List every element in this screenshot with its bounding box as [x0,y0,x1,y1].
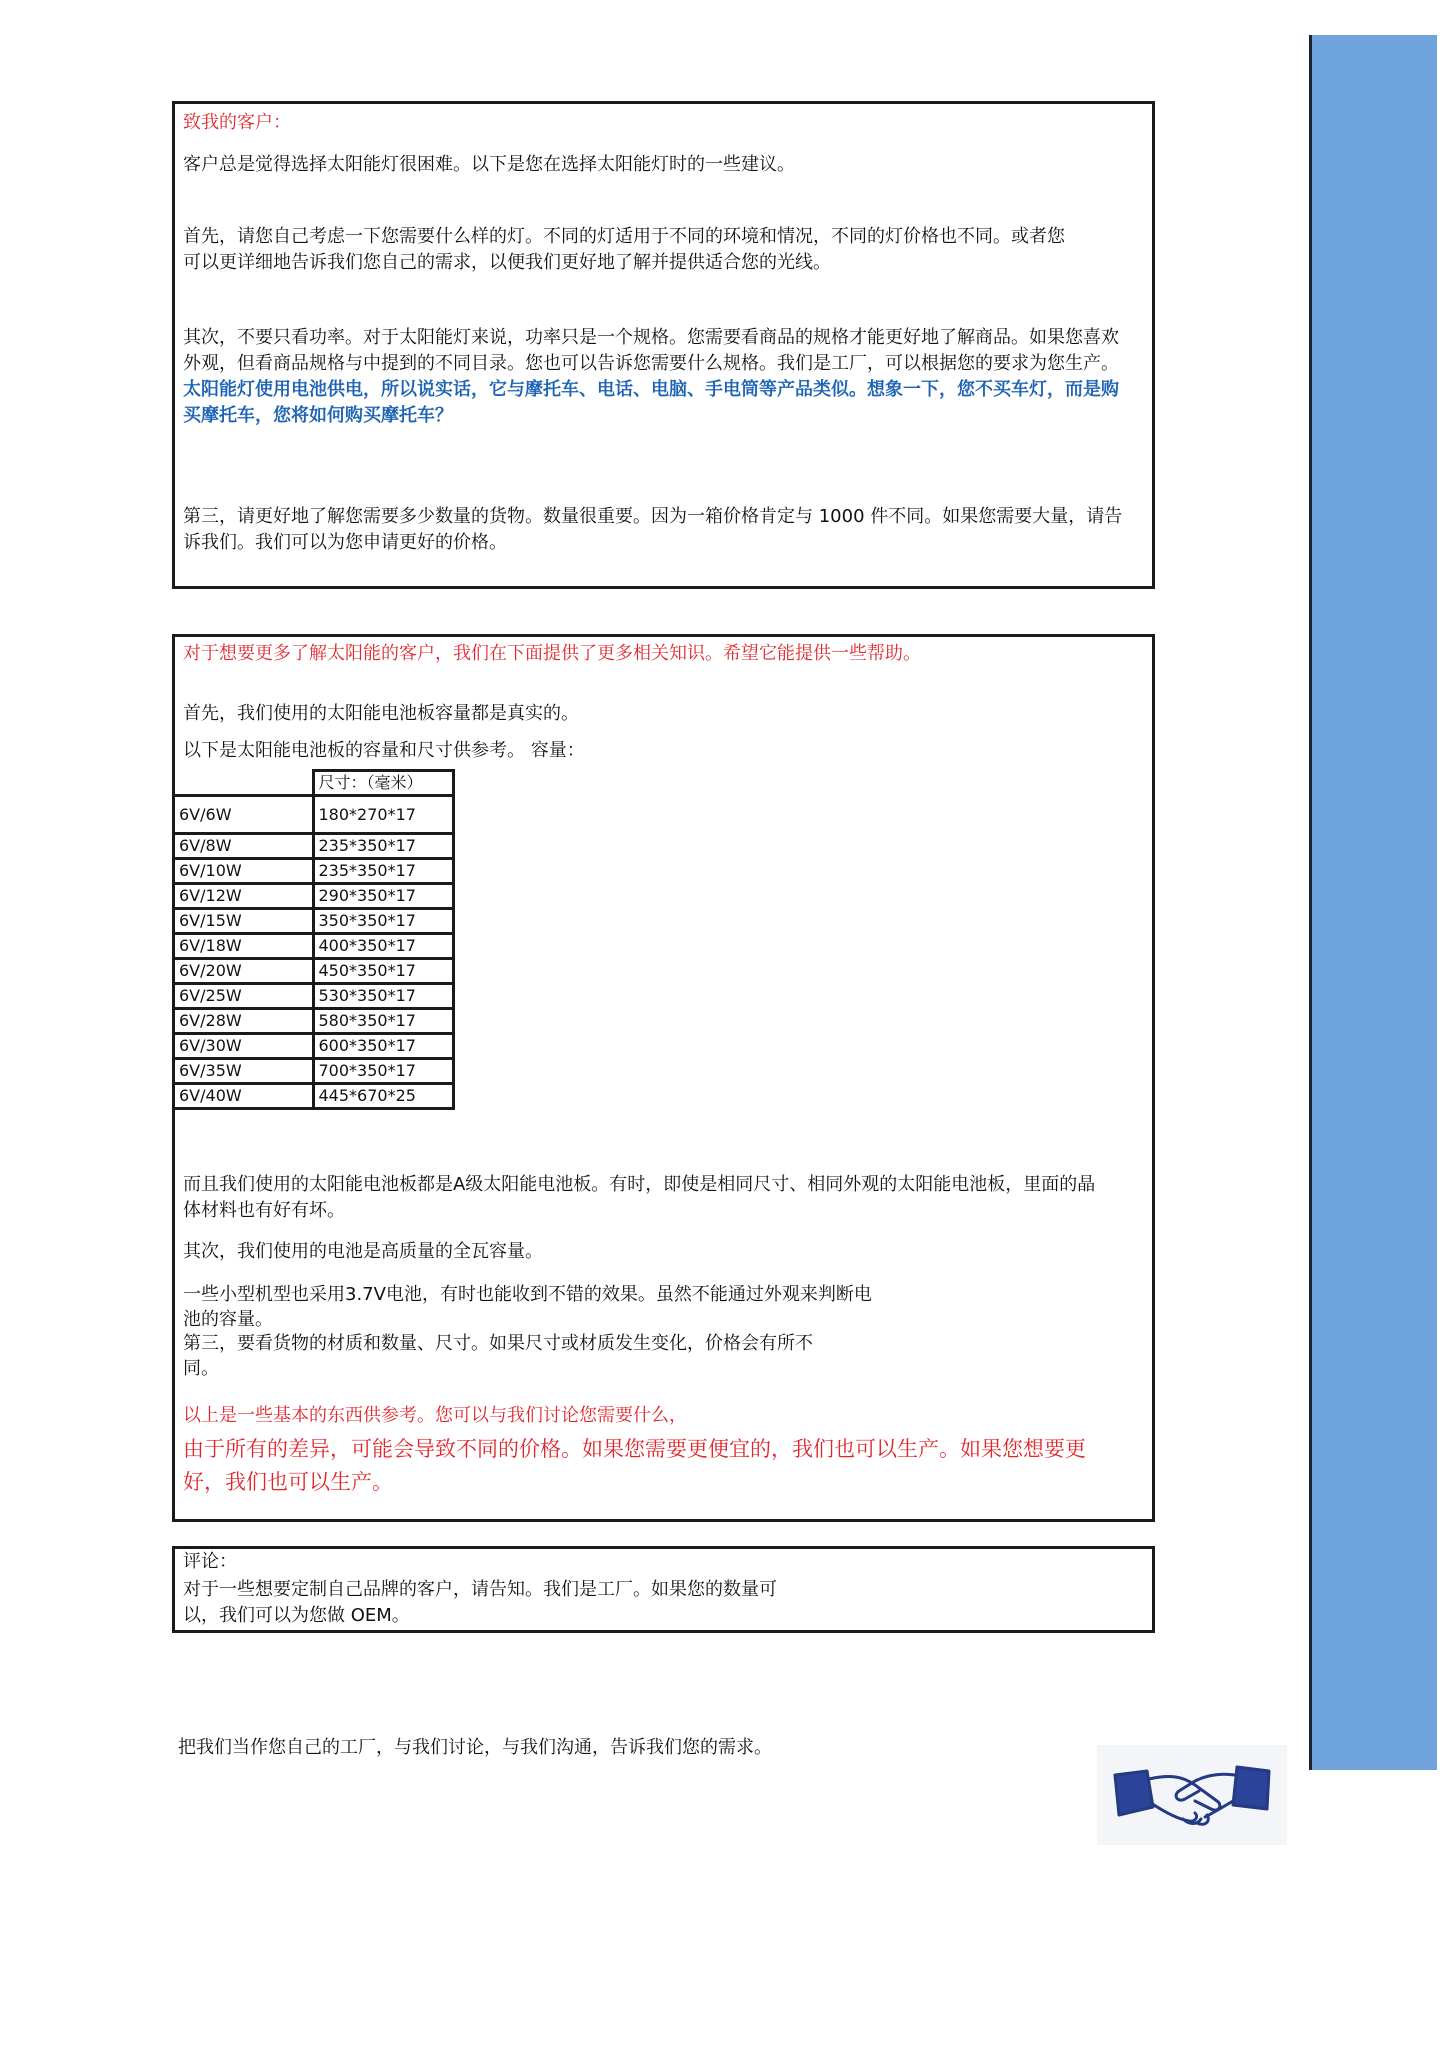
comment-line1: 对于一些想要定制自己品牌的客户，请告知。我们是工厂。如果您的数量可 [183,1579,777,1600]
capacity-cell: 6V/25W [175,984,313,1009]
table-row [175,859,453,884]
letter-third-line1: 第三，请更好地了解您需要多少数量的货物。数量很重要。因为一箱价格肯定与 1000 件不同。如果您需要大量，请告 [183,506,1123,527]
comment-label: 评论： [183,1551,237,1572]
knowledge-grade-line1: 而且我们使用的太阳能电池板都是A级太阳能电池板。有时，即使是相同尺寸、相同外观的太阳能电池板，里面的晶 [183,1174,1096,1195]
table-row [175,984,453,1009]
knowledge-small-line2: 池的容量。 [183,1309,273,1330]
capacity-cell: 6V/35W [175,1059,313,1084]
table-row [175,909,453,934]
knowledge-table-intro: 以下是太阳能电池板的容量和尺寸供参考。 容量： [183,740,585,761]
comment-box [172,1546,1155,1633]
letter-first-line1: 首先，请您自己考虑一下您需要什么样的灯。不同的灯适用于不同的环境和情况，不同的灯价格也不同。或者您 [183,226,1065,247]
table-row [175,1059,453,1084]
capacity-cell: 6V/10W [175,859,313,884]
size-cell: 290*350*17 [313,884,453,909]
capacity-size-table [175,769,455,1110]
size-cell: 445*670*25 [313,1084,453,1109]
capacity-cell: 6V/30W [175,1034,313,1059]
table-row [175,934,453,959]
comment-line2: 以，我们可以为您做 OEM。 [183,1605,410,1626]
letter-box [172,101,1155,589]
table-header-blank [175,771,313,796]
table-row [175,884,453,909]
letter-second-line1: 其次，不要只看功率。对于太阳能灯来说，功率只是一个规格。您需要看商品的规格才能更好地了解商品。如果您喜欢 [183,327,1119,348]
table-row [175,959,453,984]
knowledge-small-line1: 一些小型机型也采用3.7V电池，有时也能收到不错的效果。虽然不能通过外观来判断电 [183,1284,872,1305]
letter-second-blue-line2: 买摩托车，您将如何购买摩托车？ [183,405,453,426]
table-row [175,834,453,859]
capacity-cell: 6V/8W [175,834,313,859]
footer-text: 把我们当作您自己的工厂，与我们讨论，与我们沟通，告诉我们您的需求。 [178,1737,772,1758]
size-cell: 180*270*17 [313,796,453,834]
size-cell: 400*350*17 [313,934,453,959]
knowledge-third-line1: 第三，要看货物的材质和数量、尺寸。如果尺寸或材质发生变化，价格会有所不 [183,1333,813,1354]
knowledge-red-line3: 好，我们也可以生产。 [183,1470,393,1494]
letter-first-line2: 可以更详细地告诉我们您自己的需求，以便我们更好地了解并提供适合您的光线。 [183,252,831,273]
knowledge-second: 其次，我们使用的电池是高质量的全瓦容量。 [183,1241,543,1262]
letter-greeting: 致我的客户： [183,112,291,133]
table-header-size: 尺寸：（毫米） [313,771,453,796]
capacity-cell: 6V/20W [175,959,313,984]
handshake-icon [1097,1745,1287,1845]
capacity-cell: 6V/15W [175,909,313,934]
table-row [175,1084,453,1109]
letter-second-line2: 外观，但看商品规格与中提到的不同目录。您也可以告诉您需要什么规格。我们是工厂，可以根据您的要求为您生产。 [183,353,1119,374]
letter-second-blue-line1: 太阳能灯使用电池供电，所以说实话，它与摩托车、电话、电脑、手电筒等产品类似。想象一下，您不买车灯，而是购 [183,379,1119,400]
knowledge-heading: 对于想要更多了解太阳能的客户，我们在下面提供了更多相关知识。希望它能提供一些帮助。 [183,643,921,664]
table-row [175,796,453,834]
size-cell: 530*350*17 [313,984,453,1009]
size-cell: 235*350*17 [313,859,453,884]
knowledge-red-line2: 由于所有的差异，可能会导致不同的价格。如果您需要更便宜的，我们也可以生产。如果您想要更 [183,1437,1086,1461]
capacity-cell: 6V/12W [175,884,313,909]
size-cell: 235*350*17 [313,834,453,859]
knowledge-red-line1: 以上是一些基本的东西供参考。您可以与我们讨论您需要什么， [183,1405,687,1426]
size-cell: 700*350*17 [313,1059,453,1084]
table-row [175,1009,453,1034]
size-cell: 350*350*17 [313,909,453,934]
knowledge-first: 首先，我们使用的太阳能电池板容量都是真实的。 [183,703,579,724]
knowledge-third-line2: 同。 [183,1358,219,1379]
capacity-cell: 6V/6W [175,796,313,834]
table-row [175,1034,453,1059]
table-header-row [175,771,453,796]
size-cell: 600*350*17 [313,1034,453,1059]
knowledge-grade-line2: 体材料也有好有坏。 [183,1200,345,1221]
size-cell: 450*350*17 [313,959,453,984]
side-decoration-bar [1309,35,1437,1770]
capacity-cell: 6V/40W [175,1084,313,1109]
letter-third-line2: 诉我们。我们可以为您申请更好的价格。 [183,532,507,553]
knowledge-box [172,634,1155,1522]
letter-intro: 客户总是觉得选择太阳能灯很困难。以下是您在选择太阳能灯时的一些建议。 [183,154,795,175]
capacity-cell: 6V/28W [175,1009,313,1034]
size-cell: 580*350*17 [313,1009,453,1034]
capacity-cell: 6V/18W [175,934,313,959]
